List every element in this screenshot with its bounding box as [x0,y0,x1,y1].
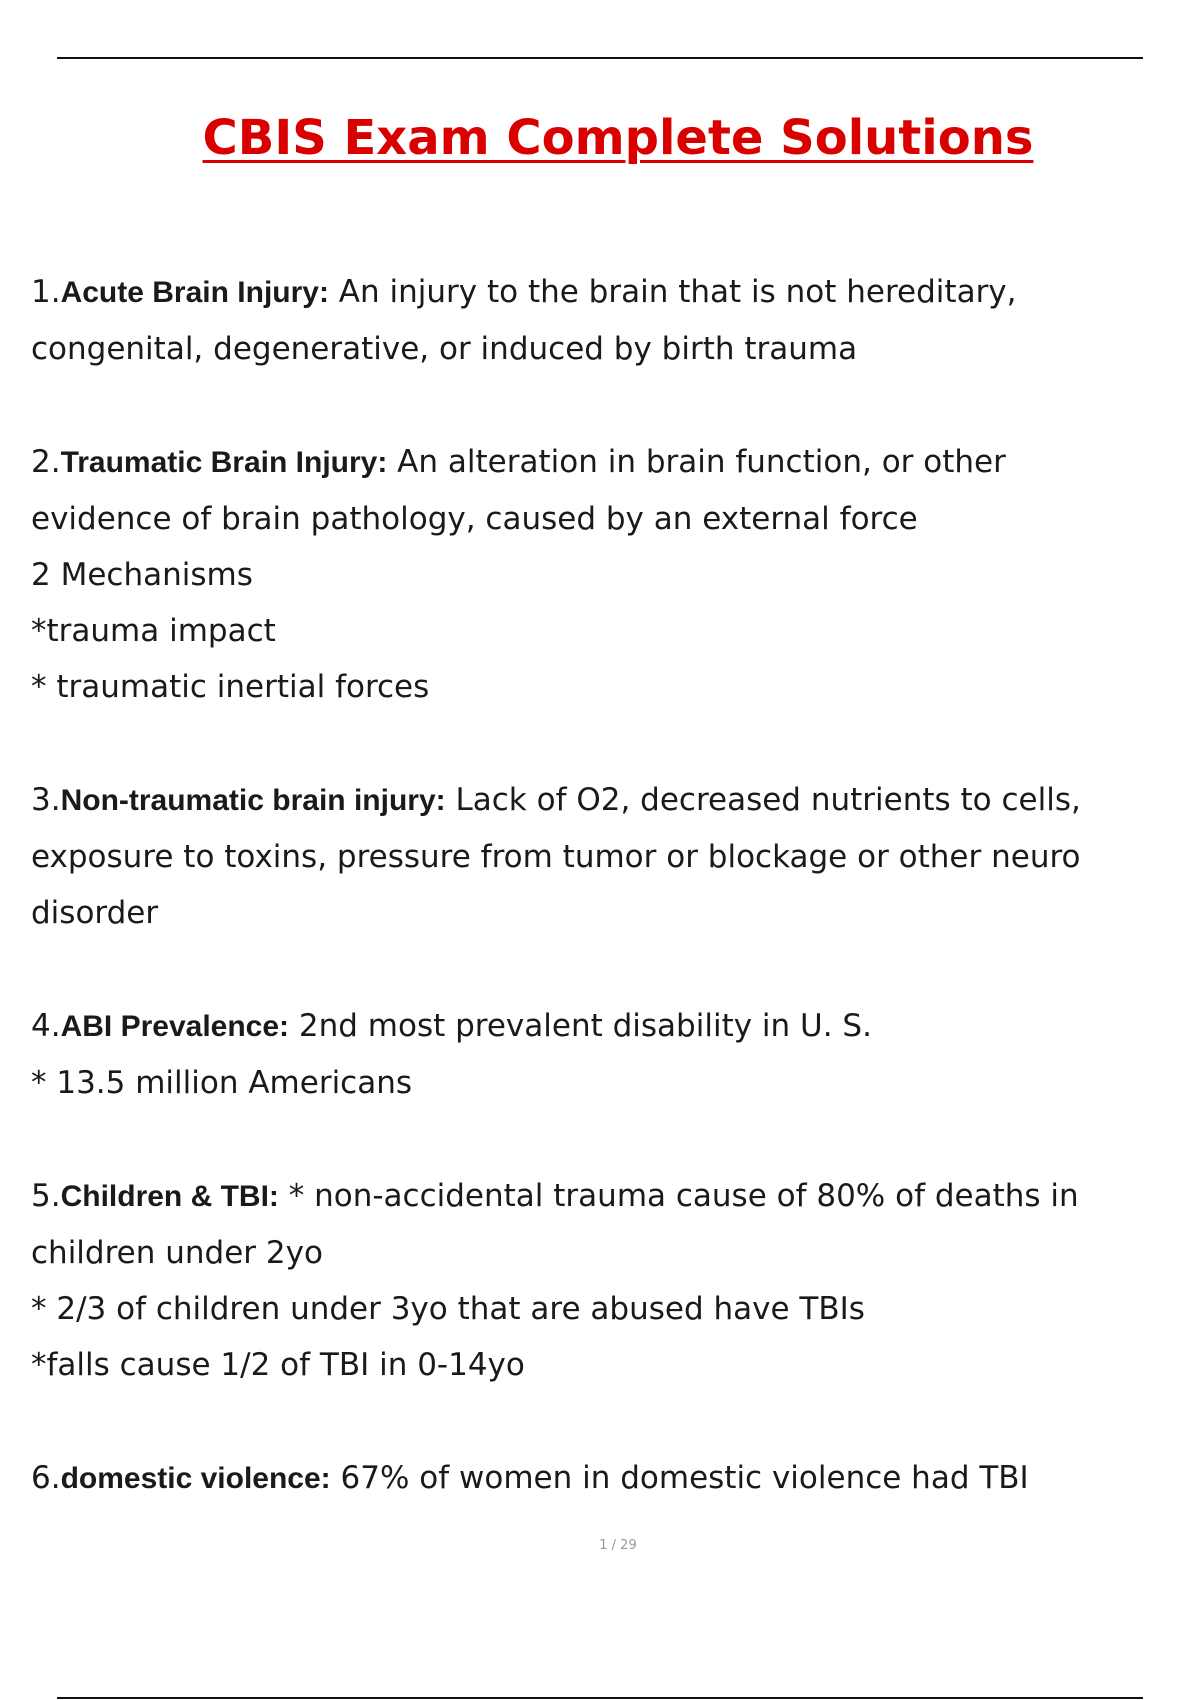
top-rule [57,57,1143,59]
entry-definition: An injury to the brain that is not hereditary, [328,274,1017,310]
entry-number: 3. [31,782,61,818]
qa-list [31,264,1151,1564]
entry-number: 6. [31,1460,61,1496]
document-title: CBIS Exam Complete Solutions [202,110,1034,166]
entry-line: *falls cause 1/2 of TBI in 0-14yo [31,1347,525,1383]
qa-entry-6 [31,1450,1151,1507]
entry-first-line [31,772,1151,829]
entry-term: Children & TBI: [60,1180,279,1213]
entry-number: 4. [31,1008,61,1044]
entry-term: ABI Prevalence: [60,1010,290,1043]
bottom-rule [57,1697,1143,1699]
qa-entry-2 [31,434,1151,715]
entry-line: 2 Mechanisms [31,557,253,593]
entry-definition: 2nd most prevalent disability in U. S. [289,1008,872,1044]
entry-first-line [31,1168,1151,1225]
entry-line: congenital, degenerative, or induced by birth trauma [31,331,858,367]
entry-definition: Lack of O2, decreased nutrients to cells, [445,782,1081,818]
entry-line: * 2/3 of children under 3yo that are abused have TBIs [31,1291,865,1327]
entry-line: * traumatic inertial forces [31,669,430,705]
entry-definition: 67% of women in domestic violence had TBI [330,1460,1029,1496]
entry-first-line [31,264,1151,321]
entry-line: *trauma impact [31,613,276,649]
page-number: 1 / 29 [599,1538,637,1553]
entry-number: 2. [31,444,61,480]
qa-entry-4 [31,998,1151,1111]
entry-line: children under 2yo [31,1235,323,1271]
entry-term: Acute Brain Injury: [60,276,329,309]
entry-definition: * non-accidental trauma cause of 80% of deaths in [278,1178,1079,1214]
qa-entry-1 [31,264,1151,377]
entry-line: evidence of brain pathology, caused by an external force [31,501,918,537]
entry-line: disorder [31,895,159,931]
entry-definition: An alteration in brain function, or other [387,444,1006,480]
entry-number: 1. [31,274,61,310]
entry-first-line [31,998,1151,1055]
entry-term: Non-traumatic brain injury: [60,784,446,817]
entry-line: exposure to toxins, pressure from tumor or blockage or other neuro [31,839,1081,875]
qa-entry-3 [31,772,1151,941]
entry-line: * 13.5 million Americans [31,1065,413,1101]
qa-entry-5 [31,1168,1151,1393]
entry-first-line [31,434,1151,491]
entry-term: domestic violence: [60,1462,331,1495]
entry-number: 5. [31,1178,61,1214]
entry-term: Traumatic Brain Injury: [60,446,388,479]
entry-first-line [31,1450,1151,1507]
